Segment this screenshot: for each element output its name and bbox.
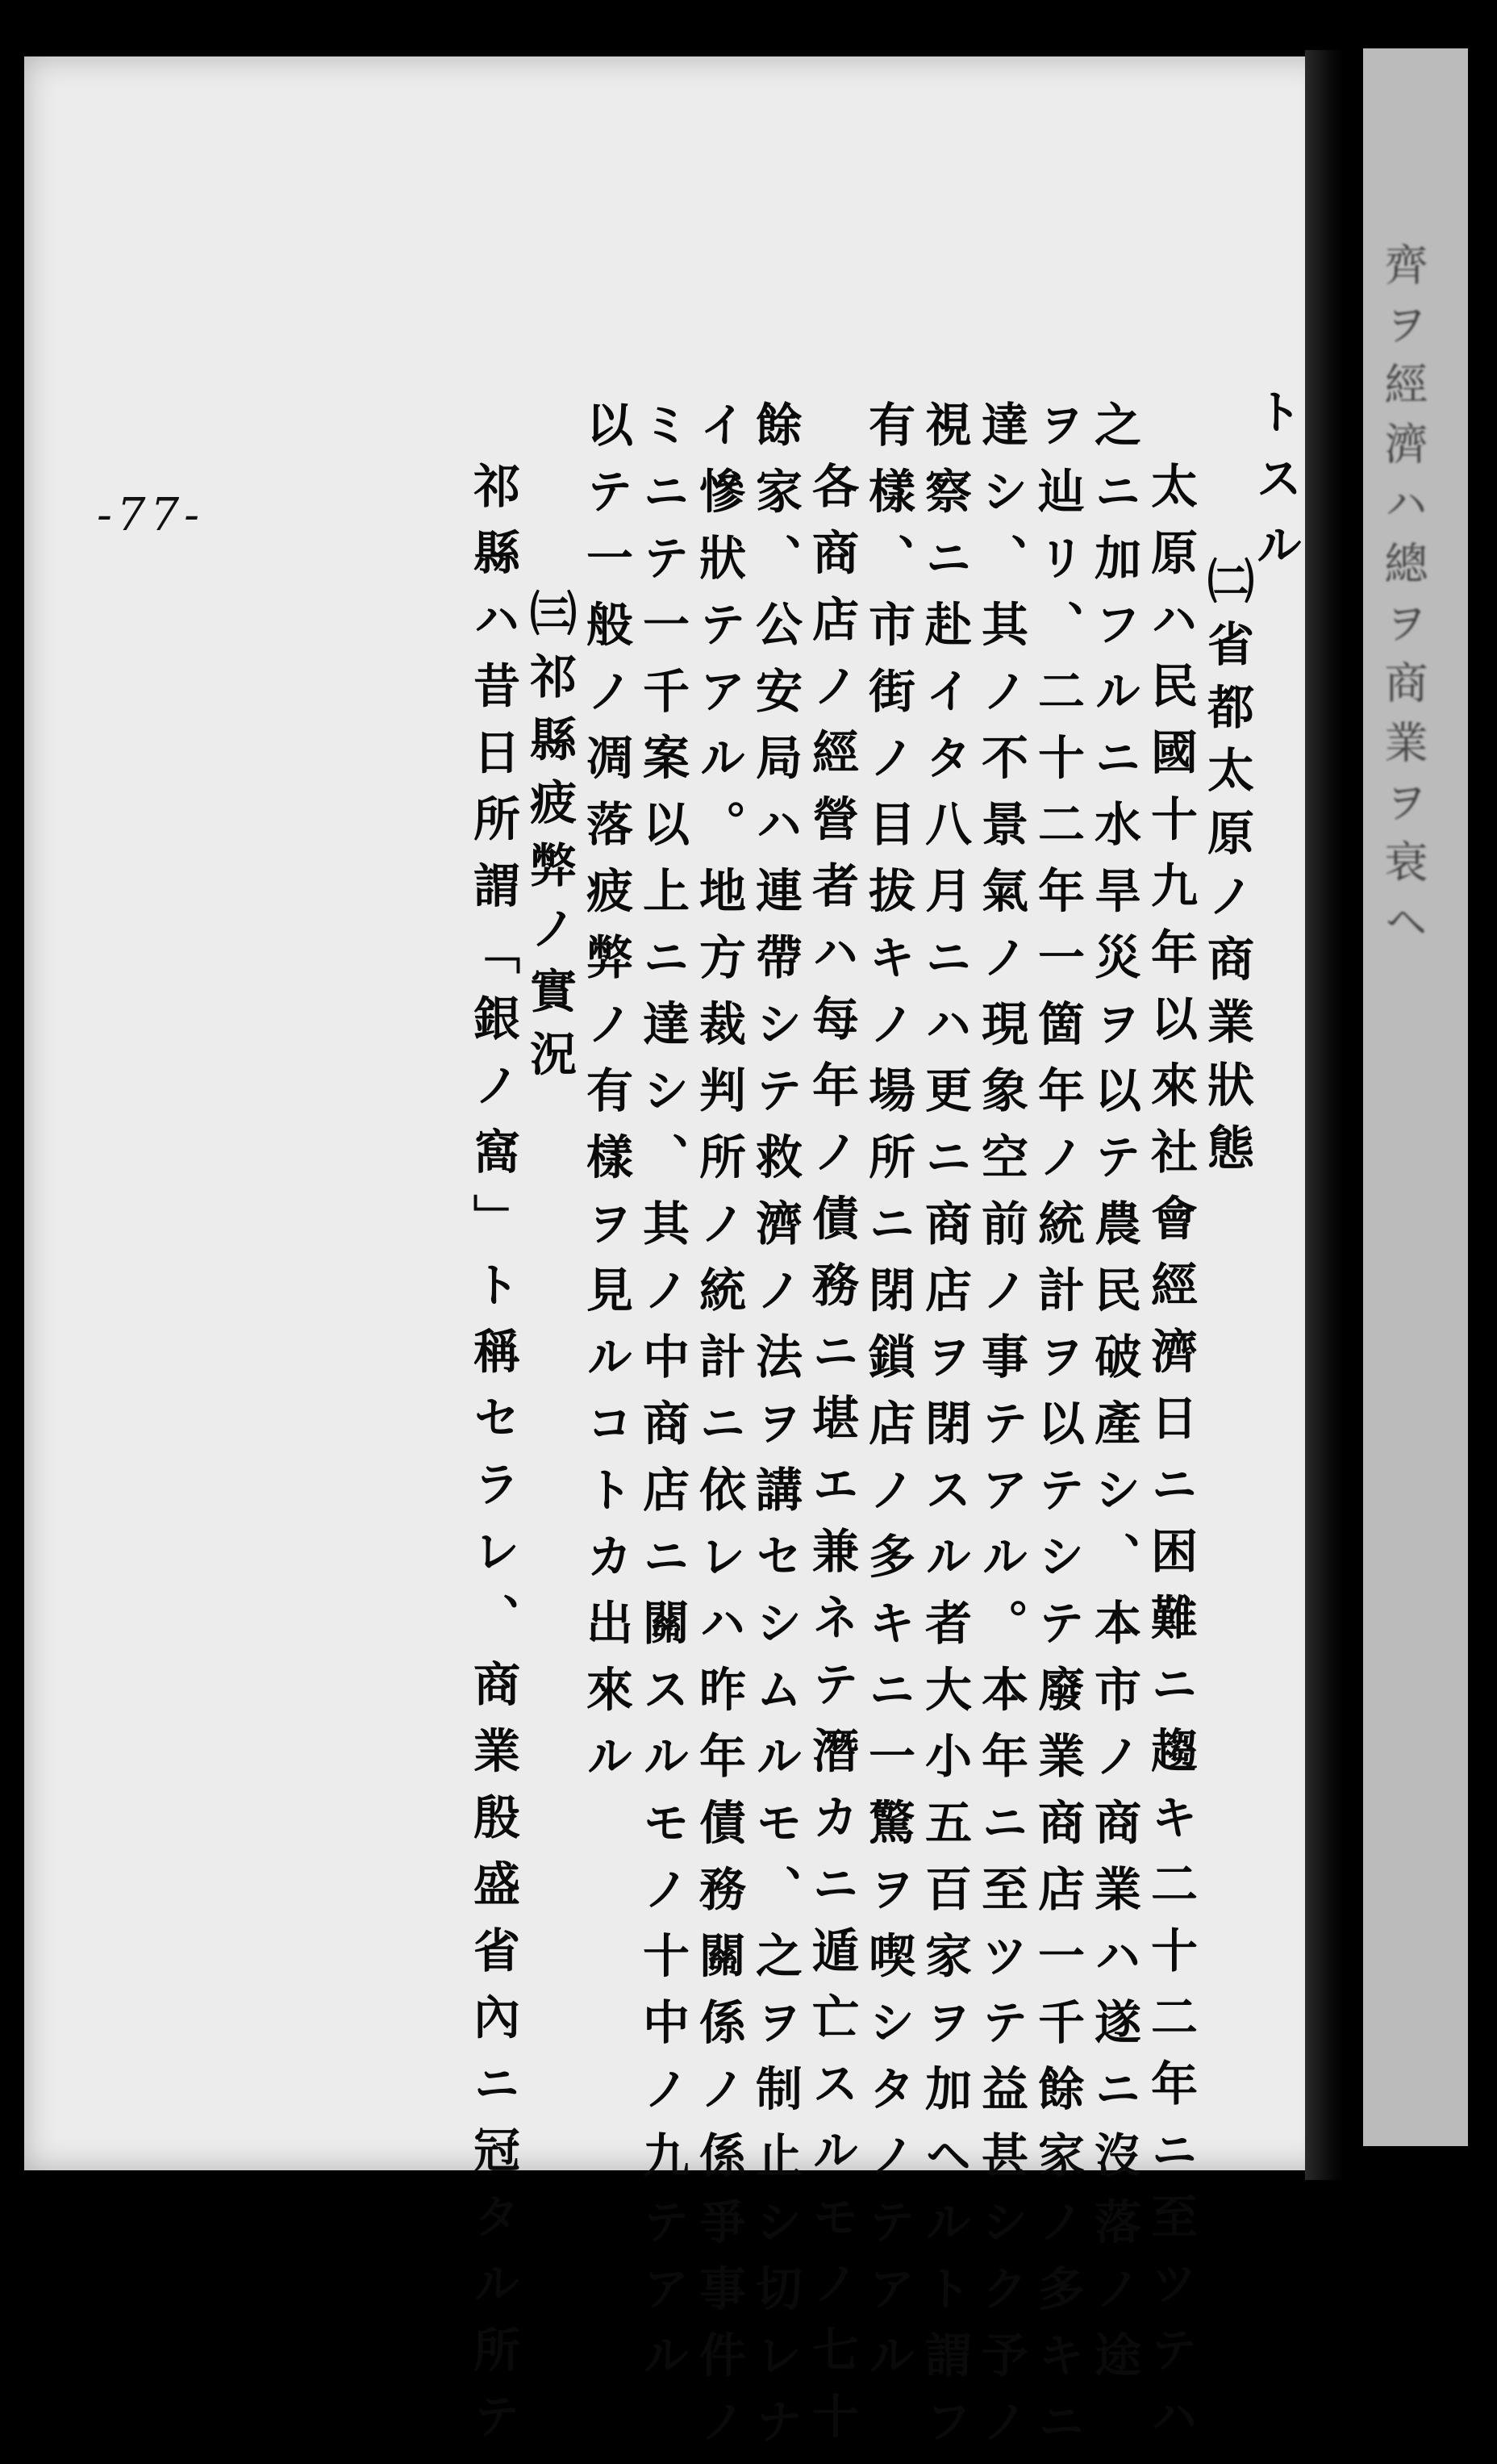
text-column: 有樣、市街ノ目拔キノ場所ニ閉鎖店ノ多キニ一驚ヲ喫シタノテアル: [861, 400, 915, 2397]
text-column: トスル: [1248, 387, 1303, 587]
text-column: ヲ辿リ、二十二年一箇年ノ統計ヲ以テシテ廢業商店一千餘家ノ多キニ: [1030, 400, 1085, 2464]
text-column: 之ニ加フルニ水旱災ヲ以テ農民破產シ、本市ノ商業ハ遂ニ沒落ノ途: [1086, 400, 1141, 2397]
section-heading: ㈡省都太原ノ商業狀態: [1199, 557, 1254, 1186]
text-column: 視察ニ赴イタ八月ニハ更ニ商店ヲ閉スル者大小五百家ヲ加ヘルト謂フ: [917, 400, 972, 2464]
text-column: イ慘狀テアル。地方裁判所ノ統計ニ依レハ昨年債務關係ノ係爭事件ノ: [691, 400, 746, 2464]
text-column: 太原ハ民國十九年以來社會經濟日ニ困難ニ趨キ二十二年ニ至ツテハ: [1143, 461, 1198, 2458]
section-heading: ㈢祁縣疲弊ノ實況: [522, 589, 577, 1092]
text-column: ミニテ一千案以上ニ達シ、其ノ中商店ニ關スルモノ十中ノ九テアル: [635, 400, 690, 2397]
facing-page-text: 齊ヲ經濟ハ總ヲ商業ヲ衰ヘ: [1378, 242, 1428, 958]
text-column: 餘家、公安局ハ連帶シテ救濟ノ法ヲ講セシムルモ、之ヲ制止シ切レナ: [748, 400, 803, 2464]
text-column: 達シ、其ノ不景氣ノ現象空前ノ事テアル。本年ニ至ツテ益甚シク予ノ: [974, 400, 1028, 2464]
text-column: 祁縣ハ昔日所謂「銀ノ窩」ト稱セラレ、商業殷盛省內ニ冠タル所テ: [465, 461, 520, 2458]
text-column: 各商店ノ經營者ハ每年ノ債務ニ堪エ兼ネテ潛カニ遁亡スルモノ七十: [804, 461, 859, 2458]
page-number: -77-: [97, 489, 205, 541]
text-column: 以テ一般ノ凋落疲弊ノ有樣ヲ見ルコトカ出來ル: [578, 400, 633, 1798]
book-spine: [1305, 50, 1344, 2180]
